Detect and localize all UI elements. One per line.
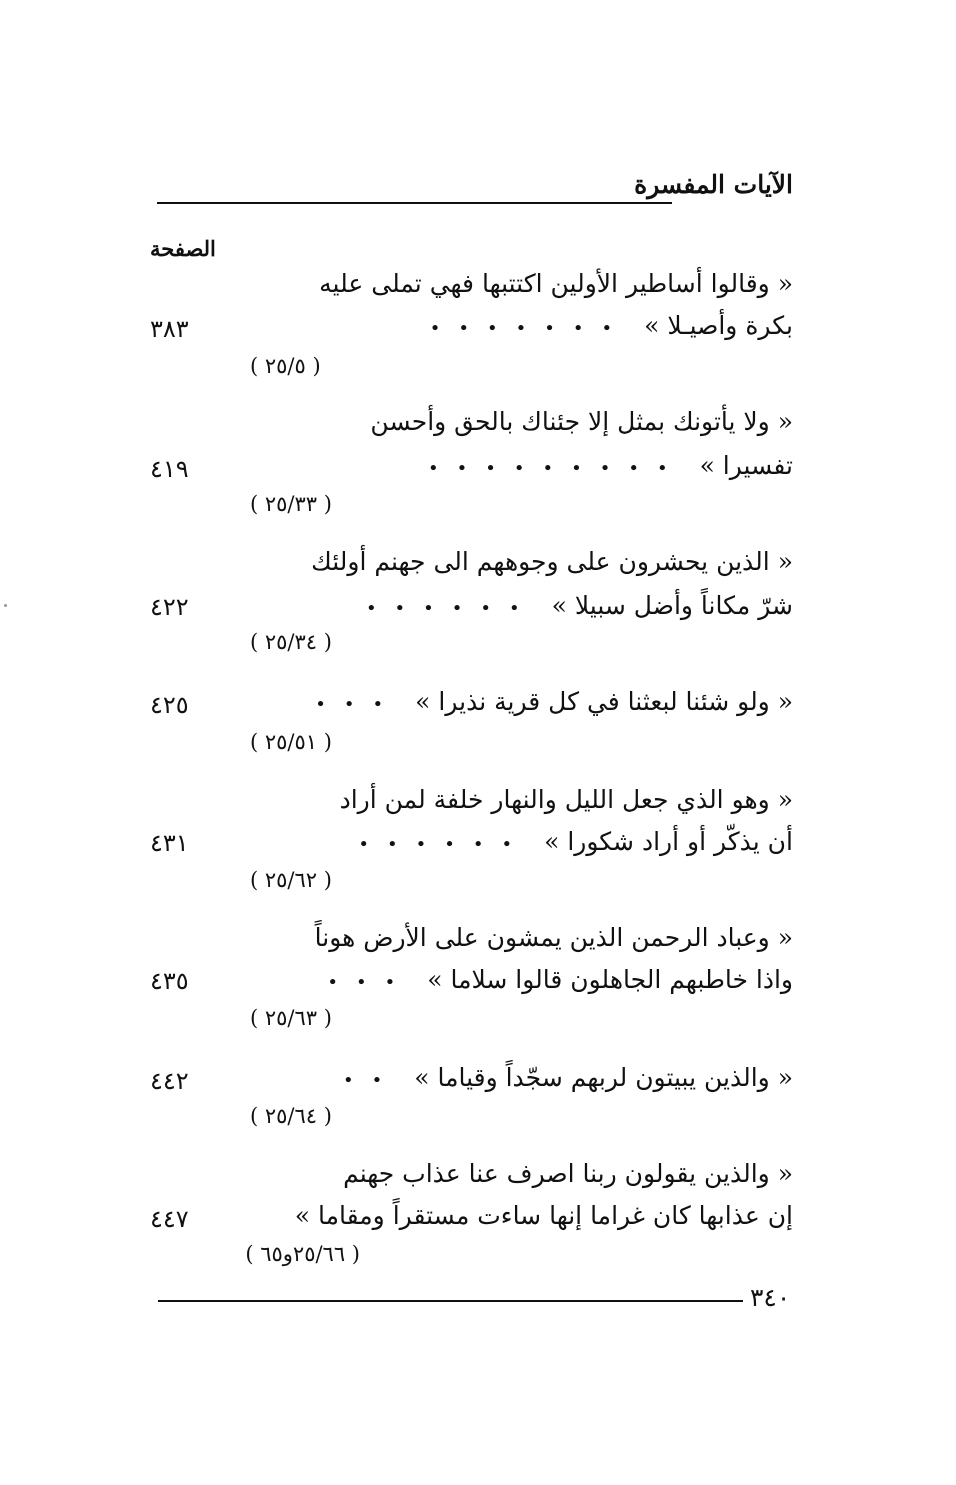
verse-citation: ( ٢٥/٦٤ ) xyxy=(250,1104,332,1128)
verse-citation: ( ٢٥/٦٣ ) xyxy=(250,1006,332,1030)
verse-line: « الذين يحشرون على وجوههم الى جهنم أولئك xyxy=(311,547,793,576)
verse-citation: ( ٢٥/٣٤ ) xyxy=(250,630,332,654)
ellipsis-dots: ••••••••• xyxy=(428,458,686,479)
verse-line: « وقالوا أساطير الأولين اكتتبها فهي تملى عليه xyxy=(319,269,793,298)
header-rule xyxy=(157,202,672,204)
verse-line: « والذين يبيتون لربهم سجّداً وقياما »•• xyxy=(353,1062,793,1097)
verse-line: أن يذكّر أو أراد شكورا »•••••• xyxy=(353,826,793,861)
verse-line: « وهو الذي جعل الليل والنهار خلفة لمن أراد xyxy=(339,785,793,814)
verse-line: واذا خاطبهم الجاهلون قالوا سلاما »••• xyxy=(353,964,793,999)
verse-citation: ( ٢٥/٦٦و٦٥ ) xyxy=(245,1242,360,1266)
page-reference: ٤٣١ xyxy=(150,829,189,857)
page-reference: ٤٢٢ xyxy=(150,593,189,621)
running-header-title: الآيات المفسرة xyxy=(634,170,793,199)
ellipsis-dots: ••••••• xyxy=(429,318,631,339)
verse-line: شرّ مكاناً وأضل سبيلا »•••••• xyxy=(353,590,793,625)
ellipsis-dots: •••••• xyxy=(358,834,531,855)
verse-citation: ( ٢٥/٦٢ ) xyxy=(250,868,332,892)
verse-line: « وعباد الرحمن الذين يمشون على الأرض هوناً xyxy=(314,923,793,952)
verse-line: تفسيرا »••••••••• xyxy=(353,450,793,485)
verse-citation: ( ٢٥/٥١ ) xyxy=(250,730,332,754)
page-reference: ٤١٩ xyxy=(150,455,189,483)
ellipsis-dots: ••• xyxy=(327,972,414,993)
page-reference: ٤٤٧ xyxy=(150,1205,189,1233)
footer-page-number: ٣٤٠ xyxy=(750,1283,791,1312)
ellipsis-dots: •• xyxy=(343,1070,401,1091)
page-reference: ٤٤٢ xyxy=(150,1067,189,1095)
verse-line: « ولو شئنا لبعثنا في كل قرية نذيرا »••• xyxy=(353,686,793,721)
verse-line: « والذين يقولون ربنا اصرف عنا عذاب جهنم xyxy=(343,1159,793,1188)
verse-citation: ( ٢٥/٥ ) xyxy=(250,354,321,378)
page-reference: ٣٨٣ xyxy=(150,315,189,343)
verse-citation: ( ٢٥/٣٣ ) xyxy=(250,492,332,516)
verse-line: « ولا يأتونك بمثل إلا جئناك بالحق وأحسن xyxy=(370,407,793,436)
verse-line: إن عذابها كان غراما إنها ساءت مستقراً ومقاما » xyxy=(294,1201,793,1230)
ellipsis-dots: •••••• xyxy=(365,598,538,619)
ellipsis-dots: ••• xyxy=(315,694,402,715)
footer-rule xyxy=(158,1300,743,1302)
page-reference: ٤٣٥ xyxy=(150,967,189,995)
scan-speck xyxy=(4,604,7,607)
verse-line: بكرة وأصيـلا »••••••• xyxy=(353,310,793,345)
page-column-label: الصفحة xyxy=(150,236,216,261)
page-reference: ٤٢٥ xyxy=(150,691,189,719)
